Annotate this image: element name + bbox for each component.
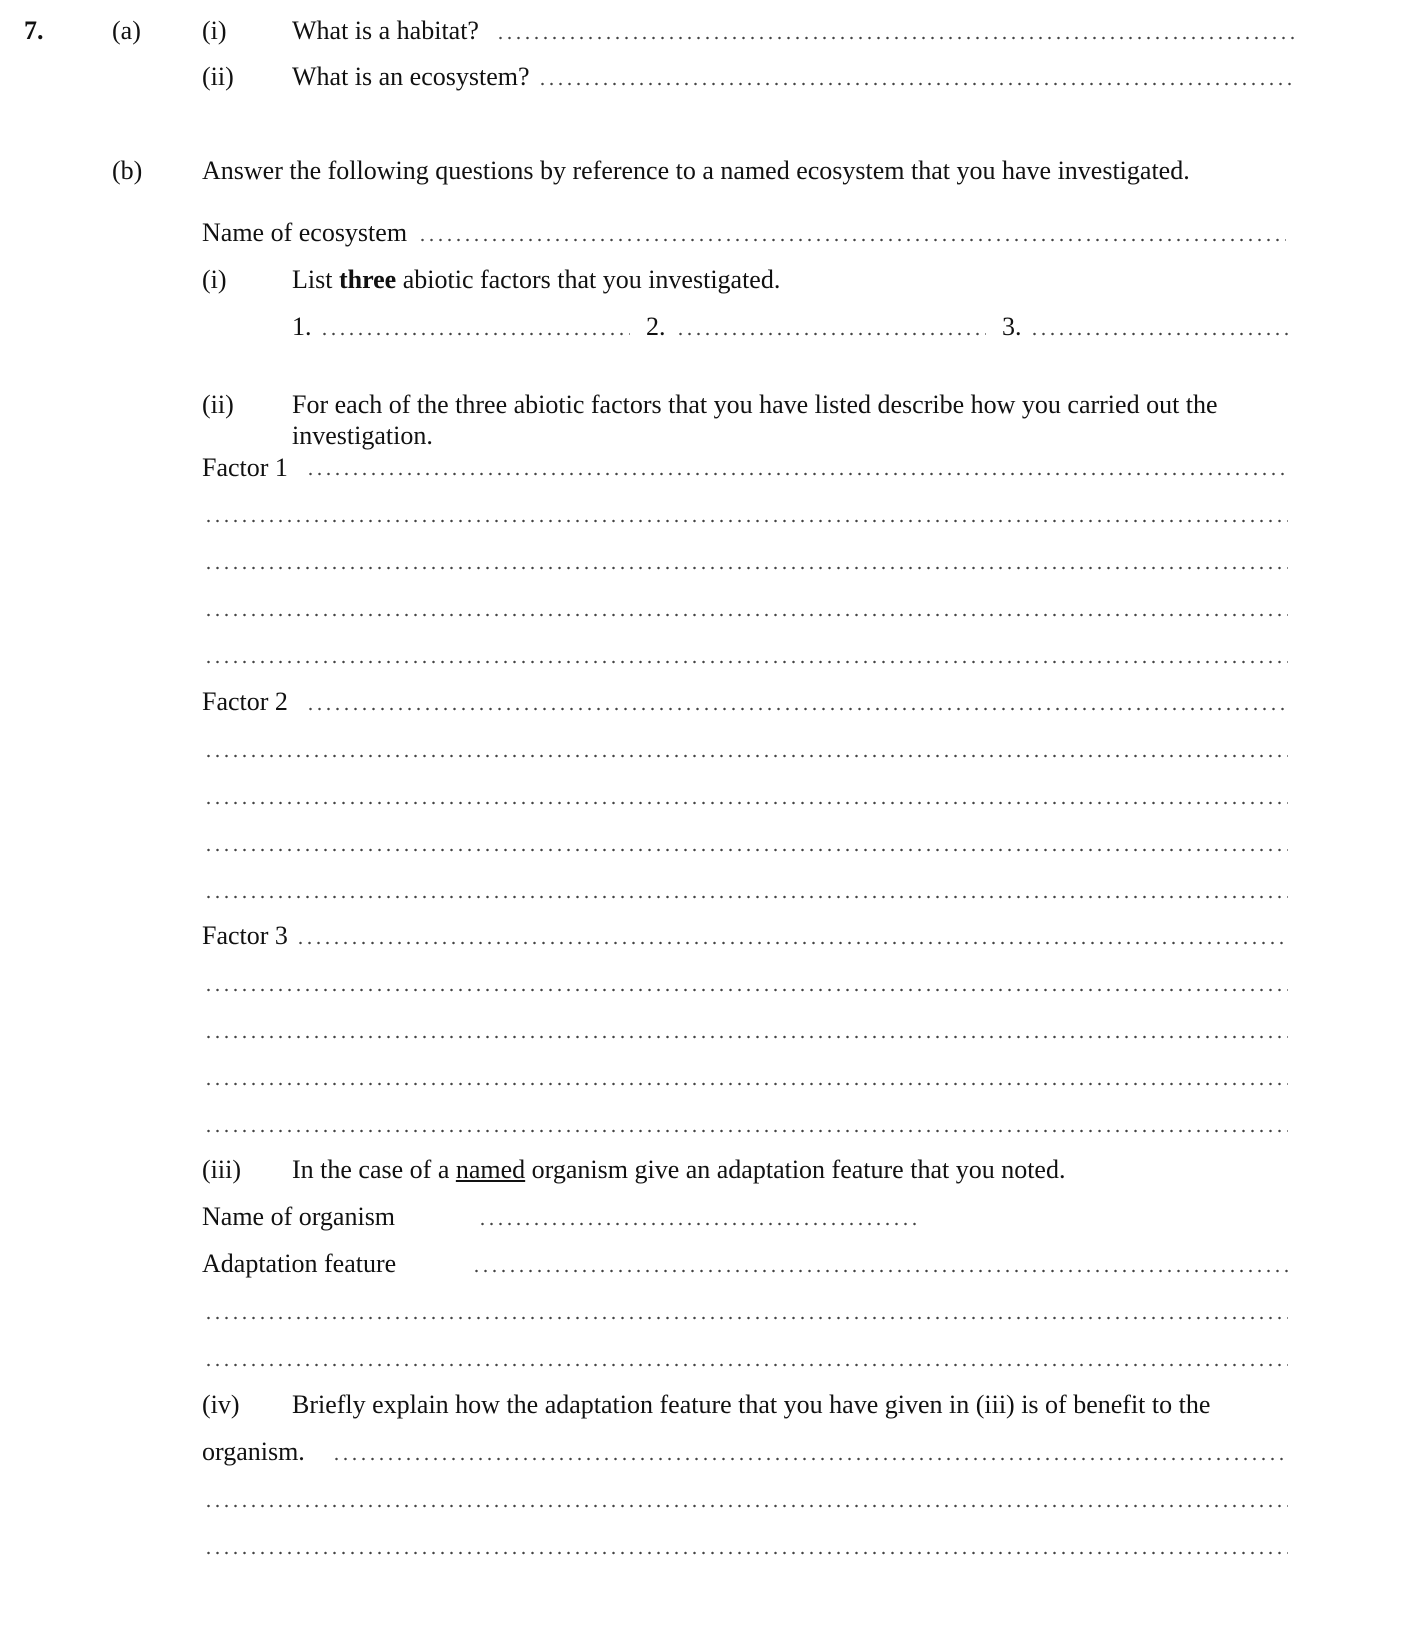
benefit-question-line2: organism. — [202, 1437, 305, 1466]
habitat-question: What is a habitat? — [292, 16, 479, 45]
factor-1-line[interactable] — [204, 660, 1288, 664]
ecosystem-question: What is an ecosystem? — [292, 62, 530, 91]
part-b-iii-label: (iii) — [202, 1155, 241, 1184]
benefit-answer-line[interactable] — [332, 1457, 1288, 1461]
factor-3-line[interactable] — [204, 988, 1288, 992]
habitat-answer-line[interactable] — [496, 36, 1296, 40]
factor-2-line[interactable] — [204, 801, 1288, 805]
part-b-intro: Answer the following questions by reference to a named ecosystem that you have investigated. — [202, 156, 1190, 185]
factor-2-line[interactable] — [204, 895, 1288, 899]
question-number: 7. — [24, 16, 44, 45]
adaptation-feature-line[interactable] — [204, 1316, 1288, 1320]
factor-slot-1-label: 1. — [292, 312, 312, 341]
factor-3-line[interactable] — [296, 941, 1288, 945]
part-b-ii-label: (ii) — [202, 390, 234, 419]
factor-slot-3-label: 3. — [1002, 312, 1022, 341]
describe-question-line1: For each of the three abiotic factors that you have listed describe how you carried out the — [292, 390, 1218, 419]
factor-2-line[interactable] — [306, 707, 1288, 711]
factor-2-line[interactable] — [204, 848, 1288, 852]
factor-1-line[interactable] — [204, 566, 1288, 570]
adaptation-feature-line[interactable] — [472, 1269, 1288, 1273]
adaptation-feature-label: Adaptation feature — [202, 1249, 397, 1278]
factor-slot-2-line[interactable] — [676, 332, 986, 336]
ecosystem-answer-line[interactable] — [538, 82, 1296, 86]
ecosystem-name-label: Name of ecosystem — [202, 218, 408, 247]
factor-slot-1-line[interactable] — [320, 332, 630, 336]
part-b-i-label: (i) — [202, 265, 227, 294]
factor-3-line[interactable] — [204, 1035, 1288, 1039]
benefit-answer-line[interactable] — [204, 1504, 1288, 1508]
ecosystem-name-line[interactable] — [418, 238, 1286, 242]
describe-question-line2: investigation. — [292, 421, 433, 450]
factor-1-line[interactable] — [204, 613, 1288, 617]
part-a-i-label: (i) — [202, 16, 227, 45]
organism-name-line[interactable] — [478, 1222, 918, 1226]
factor-1-line[interactable] — [204, 519, 1288, 523]
adaptation-feature-line[interactable] — [204, 1363, 1288, 1367]
factor-slot-2-label: 2. — [646, 312, 666, 341]
factor-3-label: Factor 3 — [202, 921, 288, 950]
benefit-answer-line[interactable] — [204, 1551, 1288, 1555]
factor-slot-3-line[interactable] — [1030, 332, 1288, 336]
factor-1-line[interactable] — [306, 472, 1288, 476]
factor-2-label: Factor 2 — [202, 687, 288, 716]
adaptation-question: In the case of a named organism give an adaptation feature that you noted. — [292, 1155, 1066, 1184]
list-factors-question: List three abiotic factors that you investigated. — [292, 265, 781, 294]
factor-1-label: Factor 1 — [202, 453, 288, 482]
part-b-label: (b) — [112, 156, 143, 185]
organism-name-label: Name of organism — [202, 1202, 396, 1231]
benefit-question-line1: Briefly explain how the adaptation feature that you have given in (iii) is of benefit to the — [292, 1390, 1211, 1419]
part-a-label: (a) — [112, 16, 141, 45]
part-a-ii-label: (ii) — [202, 62, 234, 91]
part-b-iv-label: (iv) — [202, 1390, 240, 1419]
factor-3-line[interactable] — [204, 1082, 1288, 1086]
factor-2-line[interactable] — [204, 754, 1288, 758]
factor-3-line[interactable] — [204, 1129, 1288, 1133]
